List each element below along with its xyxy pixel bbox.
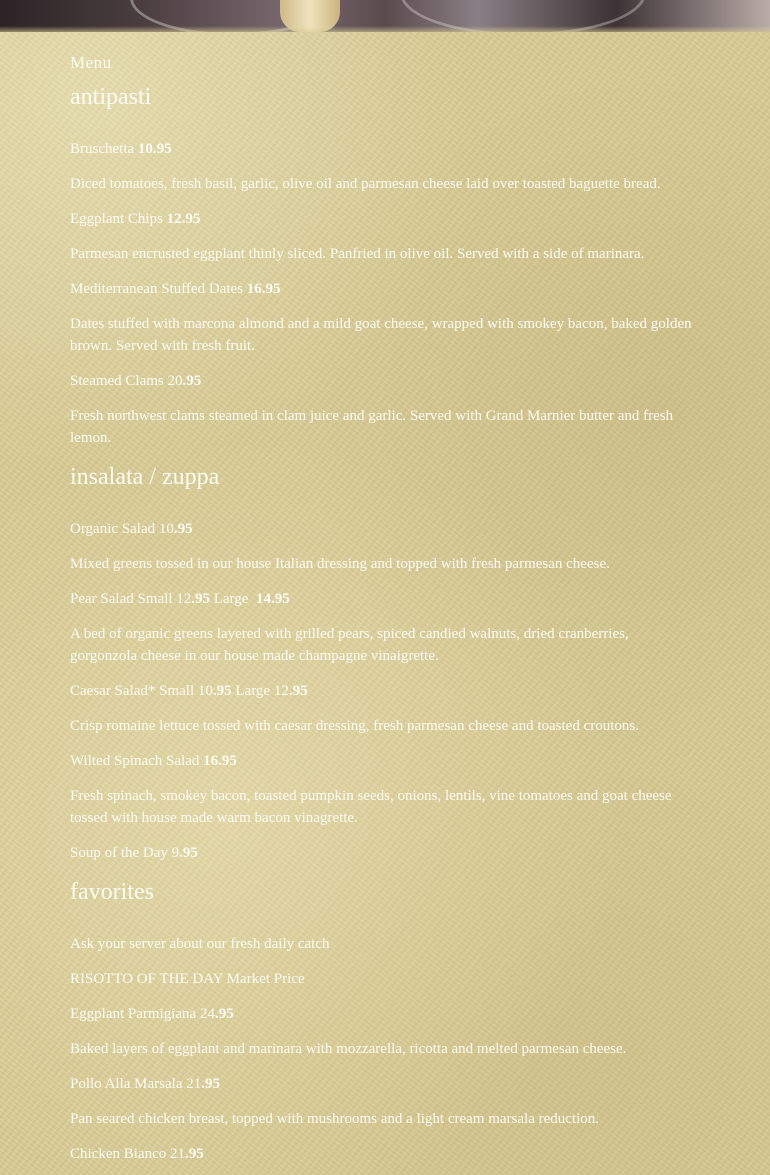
menu-item-caesar-salad: [70, 680, 308, 702]
menu-item-risotto: RISOTTO OF THE DAY Market Price: [70, 971, 305, 987]
item-price: .95: [212, 683, 232, 699]
menu-heading: Menu: [70, 53, 112, 72]
menu-item-wilted-spinach: [70, 750, 237, 772]
item-description: Baked layers of eggplant and marinara with mozzarella, ricotta and melted parmesan cheese.: [70, 1041, 627, 1057]
section-favorites: [70, 877, 710, 1162]
menu-item-pollo-marsala: [70, 1073, 220, 1095]
banner-fade: [0, 26, 770, 32]
item-name: Bruschetta: [70, 141, 135, 157]
section-antipasti: [70, 82, 710, 446]
menu-item-soup: [70, 842, 198, 864]
item-description: Fresh spinach, smokey bacon, toasted pumpkin seeds, onions, lentils, vine tomatoes and goat cheese tossed with house made warm bacon vinagrette.: [70, 788, 672, 826]
menu-item-stuffed-dates: [70, 278, 281, 300]
item-description: Crisp romaine lettuce tossed with caesar dressing, fresh parmesan cheese and toasted croutons.: [70, 718, 639, 734]
menu-item-bruschetta: [70, 138, 172, 160]
item-name: Chicken Bianco 21: [70, 1146, 185, 1162]
item-price: .95: [173, 521, 193, 537]
item-description: Diced tomatoes, fresh basil, garlic, olive oil and parmesan cheese laid over toasted baguette bread.: [70, 176, 661, 192]
item-price: .95: [214, 1006, 234, 1022]
menu-item-eggplant-parmigiana: [70, 1003, 234, 1025]
section-title: antipasti: [70, 84, 152, 110]
section-title: favorites: [70, 879, 154, 905]
item-price: .95: [182, 373, 202, 389]
item-price: .95: [184, 1146, 204, 1162]
item-description: Dates stuffed with marcona almond and a mild goat cheese, wrapped with smokey bacon, baked golden brown. Served with fresh fruit.: [70, 316, 692, 354]
item-price: .95: [201, 1076, 220, 1092]
item-name: Organic Salad 10: [70, 521, 174, 537]
item-description: A bed of organic greens layered with grilled pears, spiced candied walnuts, dried cranberries, gorgonzola cheese in our house made champagne vinaigrette.: [70, 626, 629, 664]
item-price-large: 14.95: [255, 591, 290, 607]
menu-item-organic-salad: [70, 518, 193, 540]
item-price: 16.95: [203, 753, 237, 769]
item-name: Steamed Clams 20: [70, 373, 183, 389]
item-price-large: .95: [288, 683, 308, 699]
item-price: .95: [179, 845, 198, 861]
menu-item-pear-salad: [70, 588, 290, 610]
item-price: 16.95: [246, 281, 281, 297]
item-description: Fresh northwest clams steamed in clam juice and garlic. Served with Grand Marnier butter and fresh lemon.: [70, 408, 674, 446]
item-price: 12.95: [166, 211, 201, 227]
section-insalata-zuppa: [70, 462, 710, 861]
item-name: Mediterranean Stuffed Dates: [70, 281, 243, 297]
item-name: Pear Salad Small 12: [70, 591, 192, 607]
item-size-label: Large 12: [231, 683, 289, 699]
menu-item-chicken-bianco: [70, 1143, 204, 1165]
item-price: 10.95: [137, 141, 172, 157]
item-description: Parmesan encrusted eggplant thinly sliced. Panfried in olive oil. Served with a side of marinara.: [70, 246, 645, 262]
item-name: Caesar Salad* Small 10: [70, 683, 213, 699]
item-name: Soup of the Day 9: [70, 845, 180, 861]
item-name: Eggplant Parmigiana 24: [70, 1006, 215, 1022]
item-name: Eggplant Chips: [70, 211, 163, 227]
menu-content: [70, 50, 710, 1162]
menu-item-steamed-clams: [70, 370, 201, 392]
section-title: insalata / zuppa: [70, 464, 220, 490]
item-name: Pollo Alla Marsala 21: [70, 1076, 202, 1092]
header-banner-image: [0, 0, 770, 32]
item-description: Mixed greens tossed in our house Italian dressing and topped with fresh parmesan cheese.: [70, 556, 610, 572]
menu-item-daily-catch: Ask your server about our fresh daily catch: [70, 936, 330, 952]
menu-item-eggplant-chips: [70, 208, 200, 230]
item-size-label: Large: [209, 591, 253, 607]
item-price: .95: [191, 591, 210, 607]
item-description: Pan seared chicken breast, topped with mushrooms and a light cream marsala reduction.: [70, 1111, 599, 1127]
item-name: Wilted Spinach Salad: [70, 753, 200, 769]
